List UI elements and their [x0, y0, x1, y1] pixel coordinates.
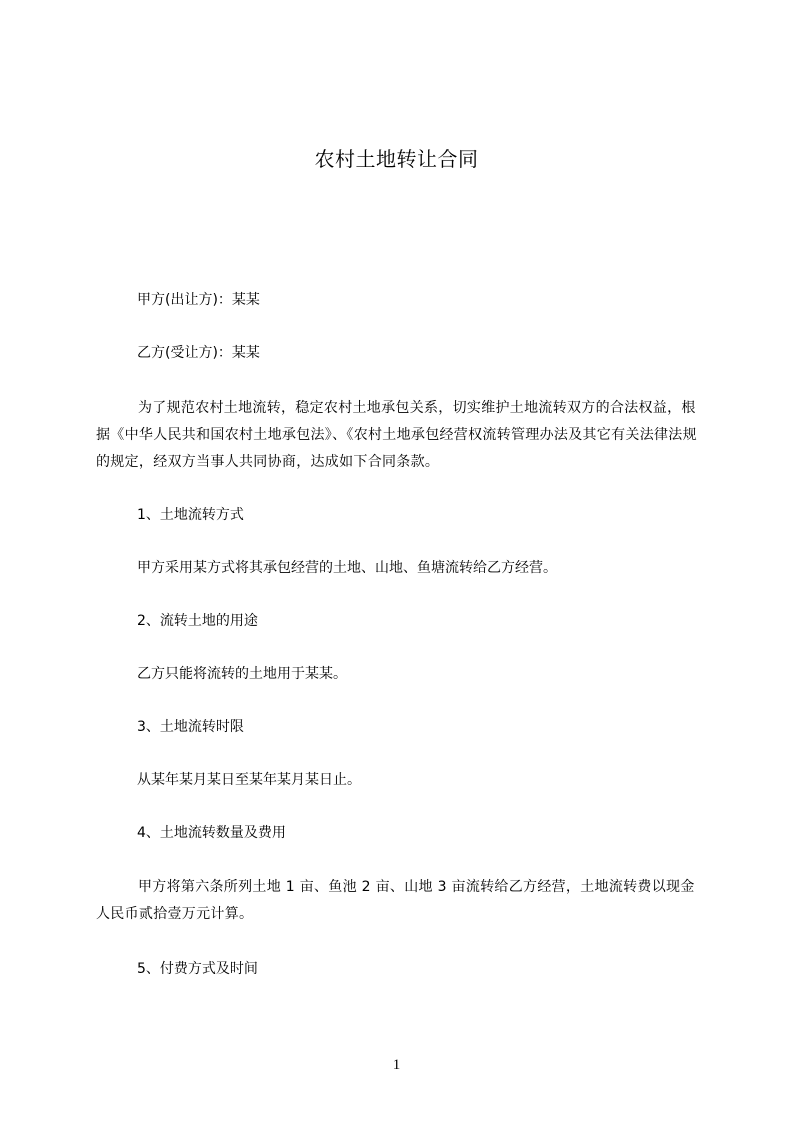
section-4-body: 甲方将第六条所列土地 1 亩、鱼池 2 亩、山地 3 亩流转给乙方经营，土地流转费以现金人民币贰拾壹万元计算。	[96, 879, 695, 922]
section-2-heading: 2、流转土地的用途	[137, 613, 258, 629]
section-1-body: 甲方采用某方式将其承包经营的土地、山地、鱼塘流转给乙方经营。	[137, 560, 557, 576]
page-number: 1	[392, 1057, 401, 1073]
section-2-body: 乙方只能将流转的土地用于某某。	[137, 666, 347, 682]
document-title: 农村土地转让合同	[314, 147, 479, 171]
party-a-line: 甲方(出让方)：某某	[137, 292, 260, 308]
preamble-paragraph: 为了规范农村土地流转，稳定农村土地承包关系，切实维护土地流转双方的合法权益，根据《中华人民共和国农村土地承包法》、《农村土地承包经营权流转管理办法及其它有关法律法规的规定，经双方当事人共同协商，达成如下合同条款。	[96, 400, 697, 470]
section-1-heading: 1、土地流转方式	[137, 507, 244, 523]
section-4-heading: 4、土地流转数量及费用	[137, 825, 286, 841]
section-5-heading: 5、付费方式及时间	[137, 961, 258, 977]
section-3-heading: 3、土地流转时限	[137, 719, 244, 735]
party-b-line: 乙方(受让方)：某某	[137, 345, 260, 361]
section-3-body: 从某年某月某日至某年某月某日止。	[137, 772, 361, 788]
